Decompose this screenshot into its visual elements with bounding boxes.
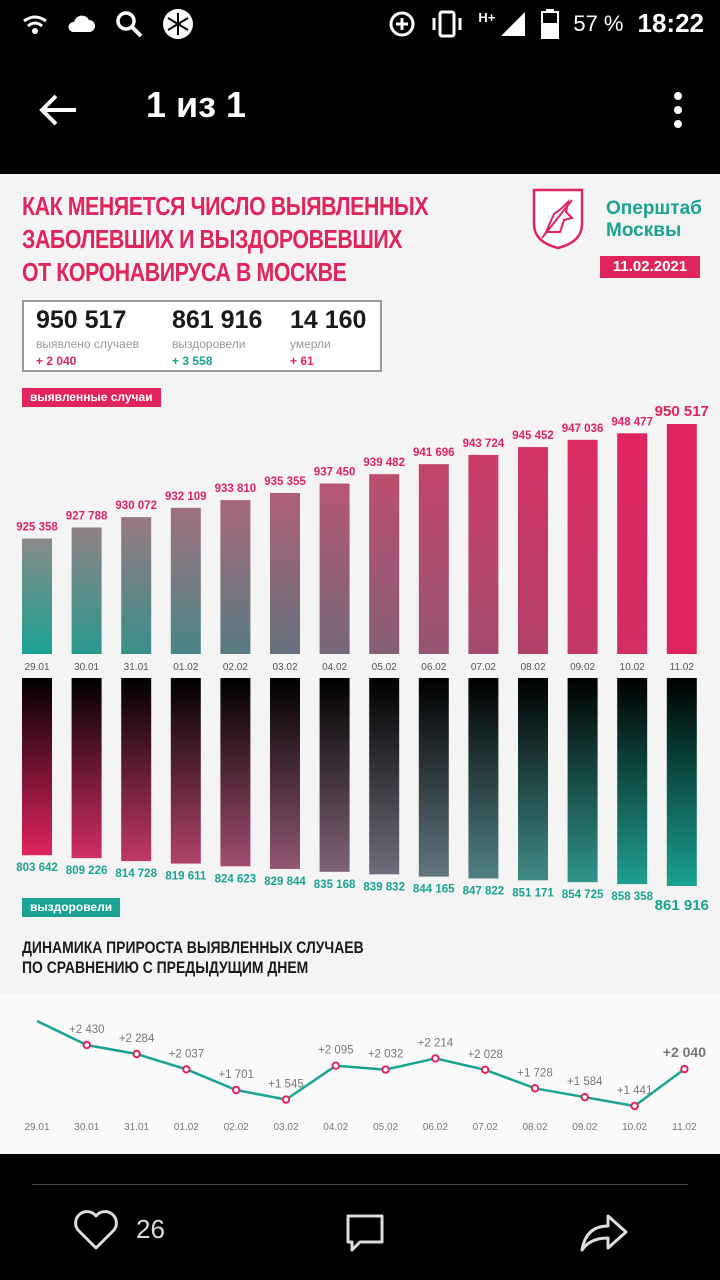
recovered-bar xyxy=(518,678,548,880)
recovered-value-label: 809 226 xyxy=(65,865,108,878)
dynamics-value-label: +1 728 xyxy=(517,1067,553,1080)
recovered-value-label: 829 844 xyxy=(264,876,306,888)
dynamics-point xyxy=(283,1096,289,1102)
data-saver-icon xyxy=(388,10,416,38)
cases-date-label: 03.02 xyxy=(272,662,298,673)
dynamics-point xyxy=(333,1063,339,1069)
dynamics-date-label: 06.02 xyxy=(422,1122,448,1133)
clock: 18:22 xyxy=(637,8,704,38)
cases-date-label: 06.02 xyxy=(421,662,447,673)
dynamics-value-label: +1 545 xyxy=(268,1078,304,1091)
wifi-icon xyxy=(22,11,48,37)
cases-bar xyxy=(22,539,52,655)
recovered-value-label: 854 725 xyxy=(561,889,604,902)
comment-icon xyxy=(342,1210,388,1256)
recovered-value-label: 835 168 xyxy=(313,878,356,891)
date-badge: 11.02.2021 xyxy=(600,256,700,278)
more-vert-icon xyxy=(658,82,698,138)
cases-bar xyxy=(220,500,250,654)
snowflake-icon xyxy=(162,8,194,40)
dynamics-value-label: +2 284 xyxy=(118,1033,155,1045)
recovered-value-label: 844 165 xyxy=(413,883,455,896)
cases-bar xyxy=(518,447,548,654)
dynamics-value-label: +2 095 xyxy=(318,1044,354,1057)
recovered-value-label: 851 171 xyxy=(512,887,554,900)
cases-value-label: 932 109 xyxy=(165,490,207,503)
recovered-value-label: 847 822 xyxy=(462,885,505,898)
dynamics-point xyxy=(582,1094,588,1100)
cases-date-label: 04.02 xyxy=(322,662,348,673)
app-bar xyxy=(0,60,720,160)
recovered-bar xyxy=(667,678,697,886)
dynamics-point xyxy=(133,1051,139,1057)
charts-canvas xyxy=(0,174,720,1154)
back-arrow-icon xyxy=(32,82,88,138)
dynamics-value-label: +2 214 xyxy=(417,1037,454,1050)
comment-button[interactable] xyxy=(342,1210,388,1256)
cases-value-label: 927 788 xyxy=(65,510,108,523)
cases-date-label: 11.02 xyxy=(669,662,694,673)
dynamics-point xyxy=(233,1087,239,1093)
recovered-value-label: 858 358 xyxy=(611,891,653,904)
cases-date-label: 29.01 xyxy=(24,662,50,673)
cases-date-label: 09.02 xyxy=(570,662,596,673)
cases-tag: выявленные случаи xyxy=(22,388,161,407)
cases-value-label: 933 810 xyxy=(214,483,257,496)
cases-bar xyxy=(667,424,697,654)
dynamics-date-label: 11.02 xyxy=(672,1122,697,1133)
cases-value-label: 950 517 xyxy=(654,403,709,420)
recovered-bar xyxy=(22,678,52,855)
dynamics-date-label: 31.01 xyxy=(124,1122,150,1133)
dynamics-point xyxy=(681,1066,687,1072)
cases-date-label: 31.01 xyxy=(123,662,149,673)
recovered-bar xyxy=(171,678,201,864)
dynamics-date-label: 01.02 xyxy=(173,1122,199,1133)
dynamics-background xyxy=(0,994,720,1154)
dynamics-point xyxy=(631,1103,637,1109)
recovered-bar xyxy=(419,678,449,877)
recovered-bar xyxy=(369,678,399,874)
dynamics-value-label: +1 441 xyxy=(616,1085,653,1097)
recovered-bar xyxy=(270,678,300,869)
cases-date-label: 10.02 xyxy=(619,662,645,673)
cases-bar xyxy=(320,484,350,655)
dynamics-value-label: +2 028 xyxy=(467,1048,503,1061)
recovered-bar xyxy=(468,678,498,879)
cases-value-label: 947 036 xyxy=(561,422,604,435)
recovered-value-label: 861 916 xyxy=(654,897,709,914)
summary-cases: 950 517 выявлено случаев + 2 040 xyxy=(36,306,139,368)
recovered-bar xyxy=(72,678,102,858)
network-type: H+ xyxy=(478,10,496,25)
share-button[interactable] xyxy=(578,1210,630,1254)
dynamics-value-label: +2 430 xyxy=(69,1024,105,1036)
signal-icon xyxy=(499,10,527,38)
cases-date-label: 30.01 xyxy=(74,662,100,673)
cases-bar xyxy=(171,508,201,654)
recovered-value-label: 824 623 xyxy=(214,873,257,886)
cases-bar xyxy=(419,464,449,654)
cases-date-label: 05.02 xyxy=(371,662,397,673)
page-title: 1 из 1 xyxy=(146,84,247,125)
dynamics-date-label: 08.02 xyxy=(522,1122,548,1133)
bottom-divider xyxy=(32,1184,688,1185)
cloud-icon xyxy=(66,12,96,36)
summary-deaths: 14 160 умерли + 61 xyxy=(290,306,367,368)
recovered-value-label: 803 642 xyxy=(16,862,58,875)
cases-date-label: 01.02 xyxy=(173,662,199,673)
cases-bar xyxy=(617,433,647,654)
cases-value-label: 925 358 xyxy=(16,521,58,534)
dynamics-date-label: 07.02 xyxy=(472,1122,498,1133)
dynamics-point xyxy=(84,1042,90,1048)
more-options-button[interactable] xyxy=(658,82,698,138)
dynamics-point xyxy=(183,1066,189,1072)
dynamics-date-label: 30.01 xyxy=(74,1122,100,1133)
dynamics-value-label: +2 032 xyxy=(367,1048,404,1061)
cases-bar xyxy=(72,528,102,655)
cases-value-label: 937 450 xyxy=(313,466,356,479)
cases-date-label: 02.02 xyxy=(222,662,248,673)
recovered-bar xyxy=(121,678,151,861)
cases-date-label: 07.02 xyxy=(470,662,496,673)
infographic-title: КАК МЕНЯЕТСЯ ЧИСЛО ВЫЯВЛЕННЫХ ЗАБОЛЕВШИХ И ВЫЗДОРОВЕВШИХ ОТ КОРОНАВИРУСА В МОСКВЕ xyxy=(22,191,429,287)
dynamics-date-label: 29.01 xyxy=(24,1122,50,1133)
recovered-bar xyxy=(320,678,350,872)
recovered-tag: выздоровели xyxy=(22,898,120,917)
recovered-bar xyxy=(220,678,250,866)
recovered-value-label: 814 728 xyxy=(115,868,157,881)
cases-bar xyxy=(121,517,151,654)
cases-bar xyxy=(369,474,399,654)
dynamics-point xyxy=(432,1055,438,1061)
dynamics-value-label: +1 701 xyxy=(218,1069,254,1081)
search-icon xyxy=(114,9,144,39)
dynamics-date-label: 05.02 xyxy=(373,1122,399,1133)
dynamics-value-label: +2 040 xyxy=(662,1044,707,1061)
cases-bar xyxy=(468,455,498,654)
bottom-action-bar xyxy=(0,1196,720,1280)
status-bar xyxy=(0,0,720,52)
like-button[interactable] xyxy=(72,1208,120,1252)
dynamics-date-label: 10.02 xyxy=(622,1122,648,1133)
recovered-bar xyxy=(617,678,647,884)
cases-date-label: 08.02 xyxy=(520,662,546,673)
recovered-value-label: 819 611 xyxy=(165,870,207,883)
vibrate-icon xyxy=(430,10,464,38)
like-count: 26 xyxy=(136,1214,165,1244)
dynamics-point xyxy=(482,1067,488,1073)
dynamics-date-label: 09.02 xyxy=(572,1122,598,1133)
dynamics-point xyxy=(382,1066,388,1072)
cases-value-label: 948 477 xyxy=(611,416,653,429)
infographic-image[interactable] xyxy=(0,174,720,1154)
dynamics-value-label: +2 037 xyxy=(168,1048,205,1061)
recovered-value-label: 839 832 xyxy=(363,881,405,894)
cases-value-label: 941 696 xyxy=(413,447,455,460)
cases-bar xyxy=(270,493,300,654)
dynamics-title: ДИНАМИКА ПРИРОСТА ВЫЯВЛЕННЫХ СЛУЧАЕВ ПО СРАВНЕНИЮ С ПРЕДЫДУЩИМ ДНЕМ xyxy=(22,938,364,977)
cases-value-label: 930 072 xyxy=(115,500,157,513)
battery-percent: 57 % xyxy=(573,10,624,36)
summary-recovered: 861 916 выздоровели + 3 558 xyxy=(172,306,263,368)
cases-bar xyxy=(568,440,598,654)
back-button[interactable] xyxy=(32,82,88,138)
dynamics-date-label: 04.02 xyxy=(323,1122,349,1133)
recovered-bar xyxy=(568,678,598,882)
dynamics-date-label: 02.02 xyxy=(223,1122,249,1133)
dynamics-date-label: 03.02 xyxy=(273,1122,299,1133)
battery-icon xyxy=(541,9,559,39)
cases-value-label: 943 724 xyxy=(462,437,505,450)
heart-icon xyxy=(72,1208,120,1252)
share-icon xyxy=(578,1210,630,1254)
dynamics-value-label: +1 584 xyxy=(567,1076,603,1089)
dynamics-point xyxy=(532,1085,538,1091)
cases-value-label: 939 482 xyxy=(363,457,405,470)
org-name: Оперштаб Москвы xyxy=(606,198,702,241)
cases-value-label: 935 355 xyxy=(264,476,306,488)
cases-value-label: 945 452 xyxy=(512,430,554,443)
